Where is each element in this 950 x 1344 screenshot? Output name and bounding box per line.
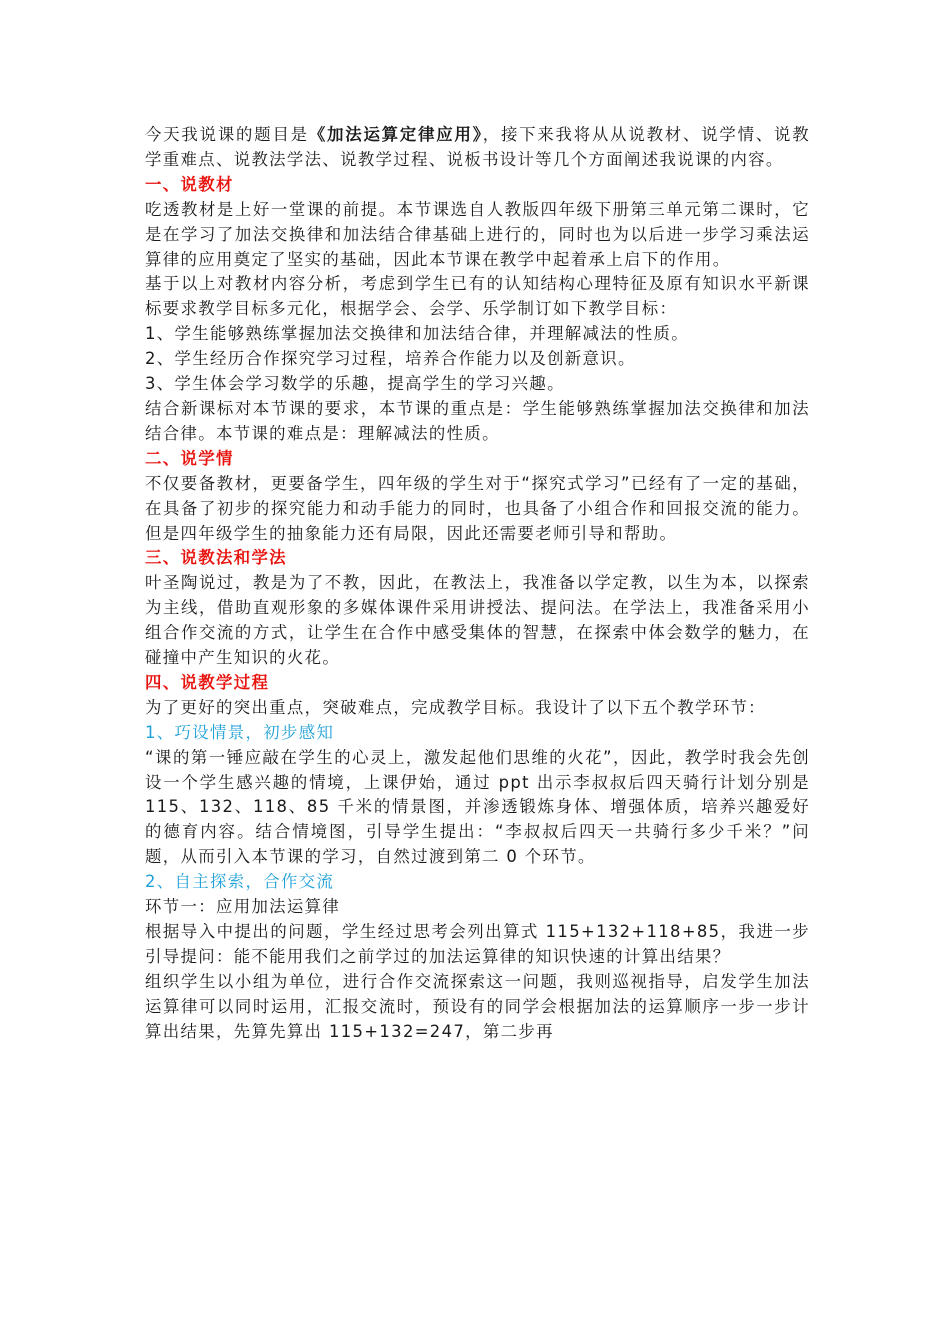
section-heading-students: 二、说学情 [145, 448, 234, 468]
paragraph: 不仅要备教材，更要备学生，四年级的学生对于“探究式学习”已经有了一定的基础，在具备了初步的探究能力和动手能力的同时，也具备了小组合作和回报交流的能力。但是四年级学生的抽象能力还有局限，因此还需要老师引导和帮助。 [145, 473, 810, 543]
paragraph: 结合新课标对本节课的要求，本节课的重点是：学生能够熟练掌握加法交换律和加法结合律。本节课的难点是：理解减法的性质。 [145, 398, 810, 443]
intro-before: 今天我说课的题目是 [145, 125, 309, 144]
paragraph: 叶圣陶说过，教是为了不教，因此，在教法上，我准备以学定教，以生为本，以探索为主线，借助直观形象的多媒体课件采用讲授法、提问法。在学法上，我准备采用小组合作交流的方式，让学生在合作中感受集体的智慧，在探索中体会数学的魅力，在碰撞中产生知识的火花。 [145, 573, 810, 668]
goal-item: 1、学生能够熟练掌握加法交换律和加法结合律，并理解减法的性质。 [145, 324, 689, 344]
step-heading-2: 2、自主探索，合作交流 [145, 872, 335, 892]
paragraph: 基于以上对教材内容分析，考虑到学生已有的认知结构心理特征及原有知识水平新课标要求教学目标多元化，根据学会、会学、乐学制订如下教学目标： [145, 274, 810, 319]
intro-after: ，接下来我将从从说教材、说学情、说教学重难点、说教法学法、说教学过程、说板书设计等几个方面阐述我说课的内容。 [145, 125, 810, 169]
intro-paragraph [145, 123, 810, 173]
goal-item: 3、学生体会学习数学的乐趣，提高学生的学习兴趣。 [145, 374, 565, 394]
paragraph: 组织学生以小组为单位，进行合作交流探索这一问题，我则巡视指导，启发学生加法运算律可以同时运用，汇报交流时，预设有的同学会根据加法的运算顺序一步一步计算出结果，先算先算出 115+132=247，第二步再 [145, 971, 810, 1041]
paragraph: 吃透教材是上好一堂课的前提。本节课选自人教版四年级下册第三单元第二课时，它是在学习了加法交换律和加法结合律基础上进行的，同时也为以后进一步学习乘法运算律的应用奠定了坚实的基础，因此本节课在教学中起着承上启下的作用。 [145, 199, 810, 269]
goal-item: 2、学生经历合作探究学习过程，培养合作能力以及创新意识。 [145, 349, 636, 369]
paragraph: 为了更好的突出重点，突破难点，完成教学目标。我设计了以下五个教学环节： [145, 697, 766, 717]
step-heading-1: 1、巧设情景，初步感知 [145, 722, 335, 742]
section-heading-process: 四、说教学过程 [145, 672, 270, 692]
document-body [145, 123, 810, 1045]
sub-heading: 环节一：应用加法运算律 [145, 897, 341, 917]
section-heading-methods: 三、说教法和学法 [145, 548, 287, 568]
paragraph: 根据导入中提出的问题，学生经过思考会列出算式 115+132+118+85，我进一步引导提问：能不能用我们之前学过的加法运算律的知识快速的计算出结果？ [145, 922, 810, 966]
paragraph: “课的第一锤应敲在学生的心灵上，激发起他们思维的火花”，因此，教学时我会先创设一个学生感兴趣的情境，上课伊始，通过 ppt 出示李叔叔后四天骑行计划分别是 115、132、118、85 千米的情景图，并渗透锻炼身体、增强体质，培养兴趣爱好的德育内容。结合情境图，引导学生提出：“李叔叔后四天一共骑行多少千米？”问题，从而引入本节课的学习，自然过渡到第二 0 个环节。 [145, 747, 810, 867]
section-heading-textbook: 一、说教材 [145, 174, 234, 194]
lesson-title: 《加法运算定律应用》 [308, 125, 483, 144]
